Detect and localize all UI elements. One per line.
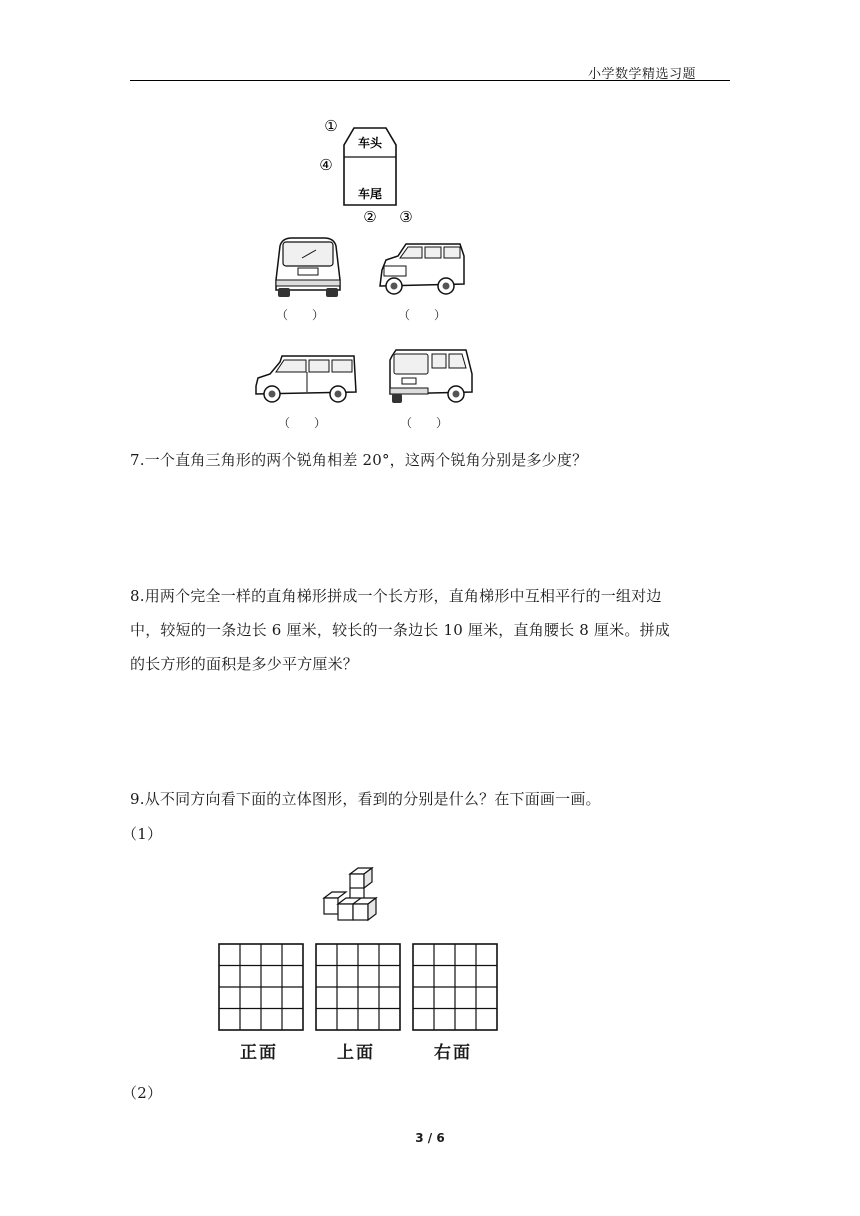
right-view-label: 右面	[434, 1043, 472, 1063]
mark-1: ①	[324, 117, 338, 135]
top-view-label: 上面	[337, 1043, 375, 1063]
question-8-line-2: 中，较短的一条边长 6 厘米，较长的一条边长 10 厘米，直角腰长 8 厘米。拼成	[130, 621, 670, 639]
car-rear-view-image	[270, 236, 346, 300]
header-divider	[130, 80, 730, 81]
mark-3: ③	[399, 208, 413, 226]
question-8-line-1: 8.用两个完全一样的直角梯形拼成一个长方形，直角梯形中互相平行的一组对边	[130, 587, 662, 605]
car-front-side-view-image	[376, 240, 468, 300]
car-rear-side-view-image	[386, 348, 476, 406]
front-view-label: 正面	[240, 1043, 278, 1063]
question-8-line-3: 的长方形的面积是多少平方厘米？	[130, 655, 359, 673]
car-answer-4[interactable]: （ ）	[400, 416, 449, 430]
question-9: 9.从不同方向看下面的立体图形，看到的分别是什么？在下面画一画。	[130, 790, 601, 808]
question-7: 7.一个直角三角形的两个锐角相差 20°，这两个锐角分别是多少度？	[130, 451, 588, 469]
page-number: 3 / 6	[415, 1131, 445, 1145]
car-answer-1[interactable]: （ ）	[276, 308, 325, 322]
mark-4: ④	[319, 156, 333, 174]
car-front-label: 车头	[357, 136, 383, 150]
front-view-grid[interactable]	[218, 943, 304, 1031]
top-view-grid[interactable]	[315, 943, 401, 1031]
mark-2: ②	[363, 208, 377, 226]
car-answer-3[interactable]: （ ）	[278, 416, 327, 430]
header-title: 小学数学精选习题	[587, 67, 696, 82]
car-rear-label: 车尾	[357, 187, 383, 201]
cube-solid-figure	[320, 864, 390, 928]
car-position-diagram	[310, 112, 420, 228]
car-answer-2[interactable]: （ ）	[398, 308, 447, 322]
question-9-part-1: （1）	[122, 825, 163, 843]
right-view-grid[interactable]	[412, 943, 498, 1031]
question-9-part-2: （2）	[122, 1084, 163, 1102]
car-side-view-image	[252, 352, 360, 406]
